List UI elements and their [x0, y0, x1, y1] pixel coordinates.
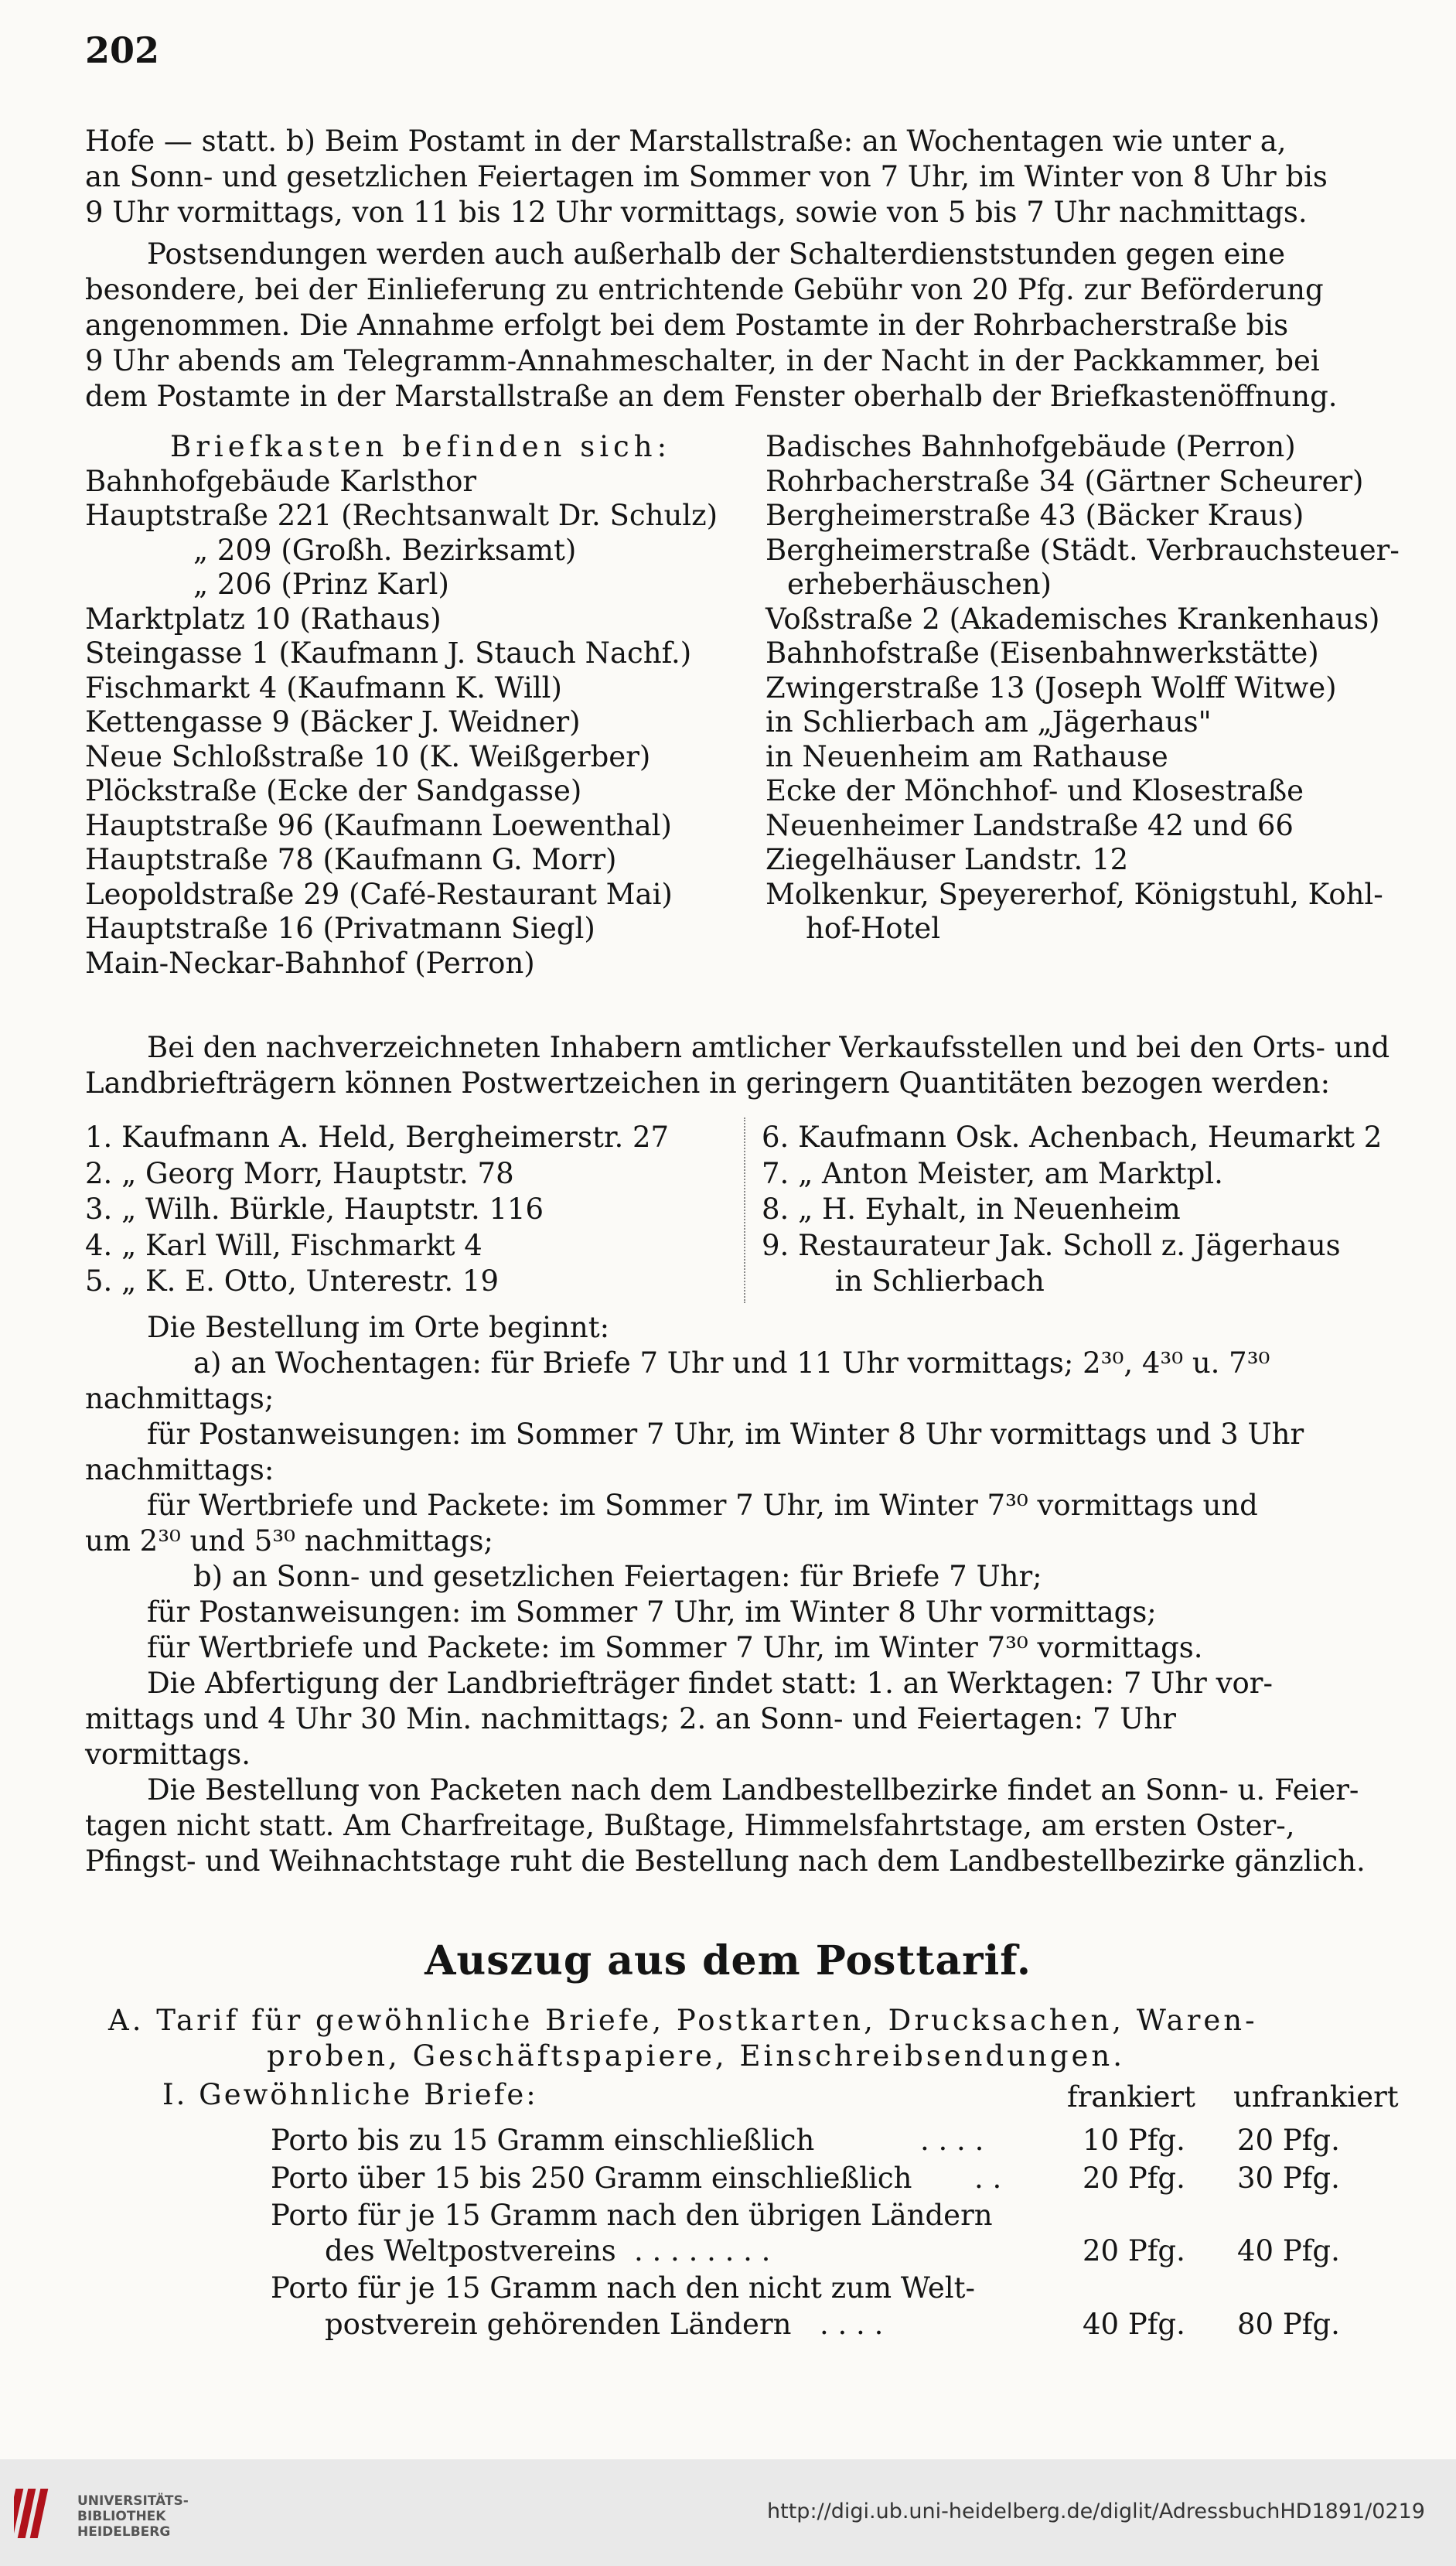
list-item: Bahnhofstraße (Eisenbahnwerkstätte) [766, 636, 1319, 670]
text-line: für Wertbriefe und Packete: im Sommer 7 Uhr, im Winter 7³⁰ vormittags und [147, 1489, 1258, 1522]
library-logo-text: UNIVERSITÄTS- BIBLIOTHEK HEIDELBERG [77, 2493, 189, 2540]
list-item: Main-Neckar-Bahnhof (Perron) [85, 946, 535, 980]
briefkasten-heading: Briefkasten befinden sich: [170, 430, 672, 463]
text-line: Postsendungen werden auch außerhalb der Schalterdienststunden gegen eine [147, 237, 1286, 271]
list-item: Hauptstraße 16 (Privatmann Siegl) [85, 912, 595, 945]
list-item: 2. „ Georg Morr, Hauptstr. 78 [85, 1156, 514, 1190]
tarif-row-label-cont: des Weltpostvereins [325, 2234, 616, 2267]
tarif-heading-cont: proben, Geschäftspapiere, Einschreibsendungen. [267, 2039, 1125, 2073]
text-line: a) an Wochentagen: für Briefe 7 Uhr und 11 Uhr vormittags; 2³⁰, 4³⁰ u. 7³⁰ [193, 1346, 1270, 1380]
list-item: Plöckstraße (Ecke der Sandgasse) [85, 774, 582, 807]
source-url-link[interactable]: http://digi.ub.uni-heidelberg.de/diglit/AdressbuchHD1891/0219 [767, 2499, 1425, 2523]
tarif-row-unfrankiert: 20 Pfg. [1237, 2124, 1340, 2157]
list-item: Steingasse 1 (Kaufmann J. Stauch Nachf.) [85, 636, 692, 670]
tarif-row-dots: . . . . . . . . [634, 2234, 771, 2267]
tarif-row-label-cont: postverein gehörenden Ländern [325, 2308, 792, 2341]
list-item: Molkenkur, Speyererhof, Königstuhl, Kohl- [766, 877, 1383, 911]
list-item: in Schlierbach [835, 1264, 1045, 1298]
list-item: Fischmarkt 4 (Kaufmann K. Will) [85, 671, 562, 705]
text-line: 9 Uhr abends am Telegramm-Annahmeschalter, in der Nacht in der Packkammer, bei [85, 344, 1320, 377]
text-line: um 2³⁰ und 5³⁰ nachmittags; [85, 1524, 494, 1558]
list-item: Hauptstraße 221 (Rechtsanwalt Dr. Schulz) [85, 499, 718, 532]
list-item: „ 209 (Großh. Bezirksamt) [193, 533, 577, 567]
col-header-frankiert: frankiert [1067, 2080, 1195, 2114]
list-item: in Neuenheim am Rathause [766, 739, 1168, 773]
list-item: Rohrbacherstraße 34 (Gärtner Scheurer) [766, 464, 1364, 498]
text-line: Die Bestellung im Orte beginnt: [147, 1311, 610, 1344]
text-line: für Postanweisungen: im Sommer 7 Uhr, im Winter 8 Uhr vormittags und 3 Uhr [147, 1418, 1304, 1451]
intro-paragraph [85, 124, 1407, 230]
text-line: nachmittags; [85, 1382, 274, 1415]
tarif-row-frankiert: 10 Pfg. [1083, 2124, 1185, 2157]
list-item: erheberhäuschen) [787, 568, 1052, 601]
postsendungen-paragraph [85, 237, 1407, 415]
tarif-row-dots: . . . . [920, 2124, 984, 2157]
text-line: tagen nicht statt. Am Charfreitage, Bußtage, Himmelsfahrtstage, am ersten Oster-, [85, 1809, 1295, 1842]
text-line: für Postanweisungen: im Sommer 7 Uhr, im Winter 8 Uhr vormittags; [147, 1595, 1157, 1629]
briefkasten-right-column [766, 430, 1400, 947]
list-item: Bergheimerstraße 43 (Bäcker Kraus) [766, 499, 1304, 532]
section-title: Auszug aus dem Posttarif. [425, 1937, 1031, 1984]
text-line: mittags und 4 Uhr 30 Min. nachmittags; 2. an Sonn- und Feiertagen: 7 Uhr [85, 1702, 1176, 1735]
tarif-row-frankiert: 20 Pfg. [1083, 2162, 1185, 2195]
tarif-row-label: Porto für je 15 Gramm nach den nicht zum Welt- [271, 2271, 975, 2305]
list-item: 9. Restaurateur Jak. Scholl z. Jägerhaus [762, 1228, 1341, 1262]
text-line: Hofe — statt. b) Beim Postamt in der Marstallstraße: an Wochentagen wie unter a, [85, 125, 1287, 158]
tarif-row-frankiert: 40 Pfg. [1083, 2308, 1185, 2341]
list-item: 7. „ Anton Meister, am Marktpl. [762, 1156, 1223, 1190]
tarif-row-label: Porto für je 15 Gramm nach den übrigen Ländern [271, 2199, 993, 2232]
list-item: Ecke der Mönchhof- und Klosestraße [766, 774, 1304, 807]
tarif-row-dots: . . [974, 2162, 1002, 2195]
list-item: Neue Schloßstraße 10 (K. Weißgerber) [85, 739, 651, 773]
tarif-row-unfrankiert: 40 Pfg. [1237, 2234, 1340, 2267]
page-number: 202 [85, 29, 160, 71]
text-line: Landbriefträgern können Postwertzeichen in geringern Quantitäten bezogen werden: [85, 1066, 1331, 1100]
text-line: angenommen. Die Annahme erfolgt bei dem Postamte in der Rohrbacherstraße bis [85, 309, 1289, 342]
verkauf-paragraph [85, 1030, 1407, 1101]
list-item: 1. Kaufmann A. Held, Bergheimerstr. 27 [85, 1121, 670, 1154]
column-divider [744, 1118, 745, 1303]
list-item: 5. „ K. E. Otto, Unterestr. 19 [85, 1264, 500, 1298]
library-logo-icon [14, 2482, 62, 2544]
text-line: b) an Sonn- und gesetzlichen Feiertagen: für Briefe 7 Uhr; [193, 1560, 1042, 1593]
tarif-row-frankiert: 20 Pfg. [1083, 2234, 1185, 2267]
col-header-unfrankiert: unfrankiert [1233, 2080, 1399, 2114]
list-item: 6. Kaufmann Osk. Achenbach, Heumarkt 2 [762, 1121, 1383, 1154]
text-line: an Sonn- und gesetzlichen Feiertagen im Sommer von 7 Uhr, im Winter von 8 Uhr bis [85, 160, 1328, 193]
list-item: Marktplatz 10 (Rathaus) [85, 602, 442, 636]
list-item: Leopoldstraße 29 (Café-Restaurant Mai) [85, 877, 673, 911]
verkauf-right-list [762, 1120, 1382, 1300]
text-line: 9 Uhr vormittags, von 11 bis 12 Uhr vormittags, sowie von 5 bis 7 Uhr nachmittags. [85, 196, 1308, 229]
list-item: Kettengasse 9 (Bäcker J. Weidner) [85, 705, 581, 739]
text-line: für Wertbriefe und Packete: im Sommer 7 Uhr, im Winter 7³⁰ vormittags. [147, 1631, 1203, 1664]
bestellung-section [85, 1310, 1407, 1879]
briefkasten-left-column [85, 430, 718, 981]
list-item: Neuenheimer Landstraße 42 und 66 [766, 808, 1294, 842]
list-item: 8. „ H. Eyhalt, in Neuenheim [762, 1193, 1181, 1226]
list-item: hof-Hotel [806, 912, 941, 945]
tarif-row-dots: . . . . [820, 2308, 884, 2341]
list-item: Voßstraße 2 (Akademisches Krankenhaus) [766, 602, 1380, 636]
list-item: Ziegelhäuser Landstr. 12 [766, 843, 1129, 876]
verkauf-left-list [85, 1120, 669, 1300]
list-item: Hauptstraße 78 (Kaufmann G. Morr) [85, 843, 617, 876]
text-line: dem Postamte in der Marstallstraße an dem Fenster oberhalb der Briefkastenöffnung. [85, 380, 1338, 413]
text-line: vormittags. [85, 1738, 251, 1771]
text-line: Pfingst- und Weihnachtstage ruht die Bestellung nach dem Landbestellbezirke gänzlich. [85, 1844, 1366, 1878]
tarif-row-unfrankiert: 80 Pfg. [1237, 2308, 1340, 2341]
tarif-row-label: Porto bis zu 15 Gramm einschließlich [271, 2124, 815, 2157]
tarif-heading: A. Tarif für gewöhnliche Briefe, Postkarten, Drucksachen, Waren- [108, 2004, 1258, 2037]
text-line: Bei den nachverzeichneten Inhabern amtlicher Verkaufsstellen und bei den Orts- und [147, 1031, 1390, 1064]
tarif-row-label: Porto über 15 bis 250 Gramm einschließlich [271, 2162, 912, 2195]
list-item: in Schlierbach am „Jägerhaus" [766, 705, 1212, 739]
text-line: besondere, bei der Einlieferung zu entrichtende Gebühr von 20 Pfg. zur Beförderung [85, 273, 1324, 306]
list-item: Bergheimerstraße (Städt. Verbrauchsteuer- [766, 533, 1400, 567]
text-line: Die Abfertigung der Landbriefträger findet statt: 1. an Werktagen: 7 Uhr vor- [147, 1667, 1273, 1700]
list-item: Zwingerstraße 13 (Joseph Wolff Witwe) [766, 671, 1337, 705]
text-line: nachmittags: [85, 1453, 274, 1486]
list-item: 3. „ Wilh. Bürkle, Hauptstr. 116 [85, 1193, 544, 1226]
footer-bar [0, 2459, 1456, 2566]
tarif-subheading: I. Gewöhnliche Briefe: [162, 2078, 538, 2111]
list-item: 4. „ Karl Will, Fischmarkt 4 [85, 1228, 482, 1262]
list-item: Bahnhofgebäude Karlsthor [85, 464, 477, 498]
text-line: Die Bestellung von Packeten nach dem Landbestellbezirke findet an Sonn- u. Feier- [147, 1773, 1359, 1807]
list-item: „ 206 (Prinz Karl) [193, 568, 449, 601]
tarif-row-unfrankiert: 30 Pfg. [1237, 2162, 1340, 2195]
list-item: Badisches Bahnhofgebäude (Perron) [766, 430, 1296, 463]
list-item: Hauptstraße 96 (Kaufmann Loewenthal) [85, 808, 672, 842]
